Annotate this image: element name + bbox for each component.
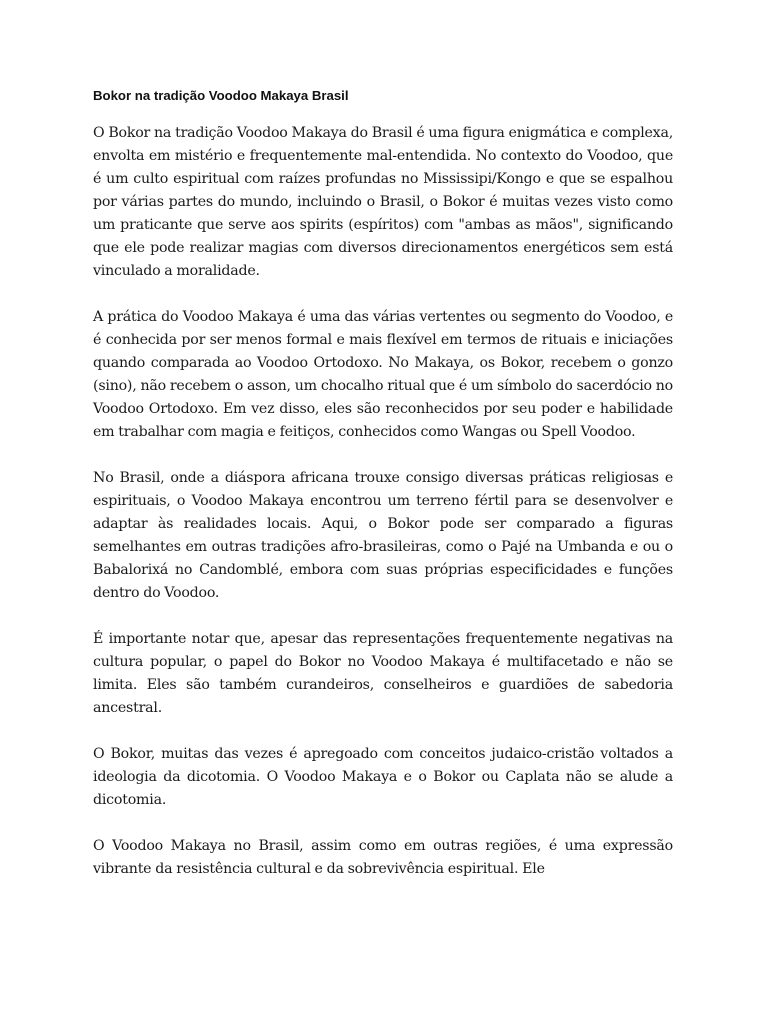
paragraph-6: O Voodoo Makaya no Brasil, assim como em outras regiões, é uma expressão vibrante da resistência cultural e da sobrevivência espiritual. Ele (93, 838, 673, 877)
paragraph-5: O Bokor, muitas das vezes é apregoado com conceitos judaico-cristão voltados a ideologia da dicotomia. O Voodoo Makaya e o Bokor ou Caplata não se alude a dicotomia. (93, 746, 673, 808)
paragraph-4: É importante notar que, apesar das representações frequentemente negativas na cultura popular, o papel do Bokor no Voodoo Makaya é multifacetado e não se limita. Eles são também curandeiros, conselheiros e guardiões de sabedoria ancestral. (93, 631, 673, 716)
document-body (93, 122, 673, 904)
document-title: Bokor na tradição Voodoo Makaya Brasil (93, 88, 349, 103)
paragraph-2: A prática do Voodoo Makaya é uma das várias vertentes ou segmento do Voodoo, e é conhecida por ser menos formal e mais flexível em termos de rituais e iniciações quando comparada ao Voodoo Ortodoxo. No Makaya, os Bokor, recebem o gonzo (sino), não recebem o asson, um chocalho ritual que é um símbolo do sacerdócio no Voodoo Ortodoxo. Em vez disso, eles são reconhecidos por seu poder e habilidade em trabalhar com magia e feitiços, conhecidos como Wangas ou Spell Voodoo. (93, 309, 673, 440)
paragraph-3: No Brasil, onde a diáspora africana trouxe consigo diversas práticas religiosas e espirituais, o Voodoo Makaya encontrou um terreno fértil para se desenvolver e adaptar às realidades locais. Aqui, o Bokor pode ser comparado a figuras semelhantes em outras tradições afro-brasileiras, como o Pajé na Umbanda e ou o Babalorixá no Candomblé, embora com suas próprias especificidades e funções dentro do Voodoo. (93, 470, 673, 601)
paragraph-1: O Bokor na tradição Voodoo Makaya do Brasil é uma figura enigmática e complexa, envolta em mistério e frequentemente mal-entendida. No contexto do Voodoo, que é um culto espiritual com raízes profundas no Mississipi/Kongo e que se espalhou por várias partes do mundo, incluindo o Brasil, o Bokor é muitas vezes visto como um praticante que serve aos spirits (espíritos) com "ambas as mãos", significando que ele pode realizar magias com diversos direcionamentos energéticos sem está vinculado a moralidade. (93, 125, 673, 279)
